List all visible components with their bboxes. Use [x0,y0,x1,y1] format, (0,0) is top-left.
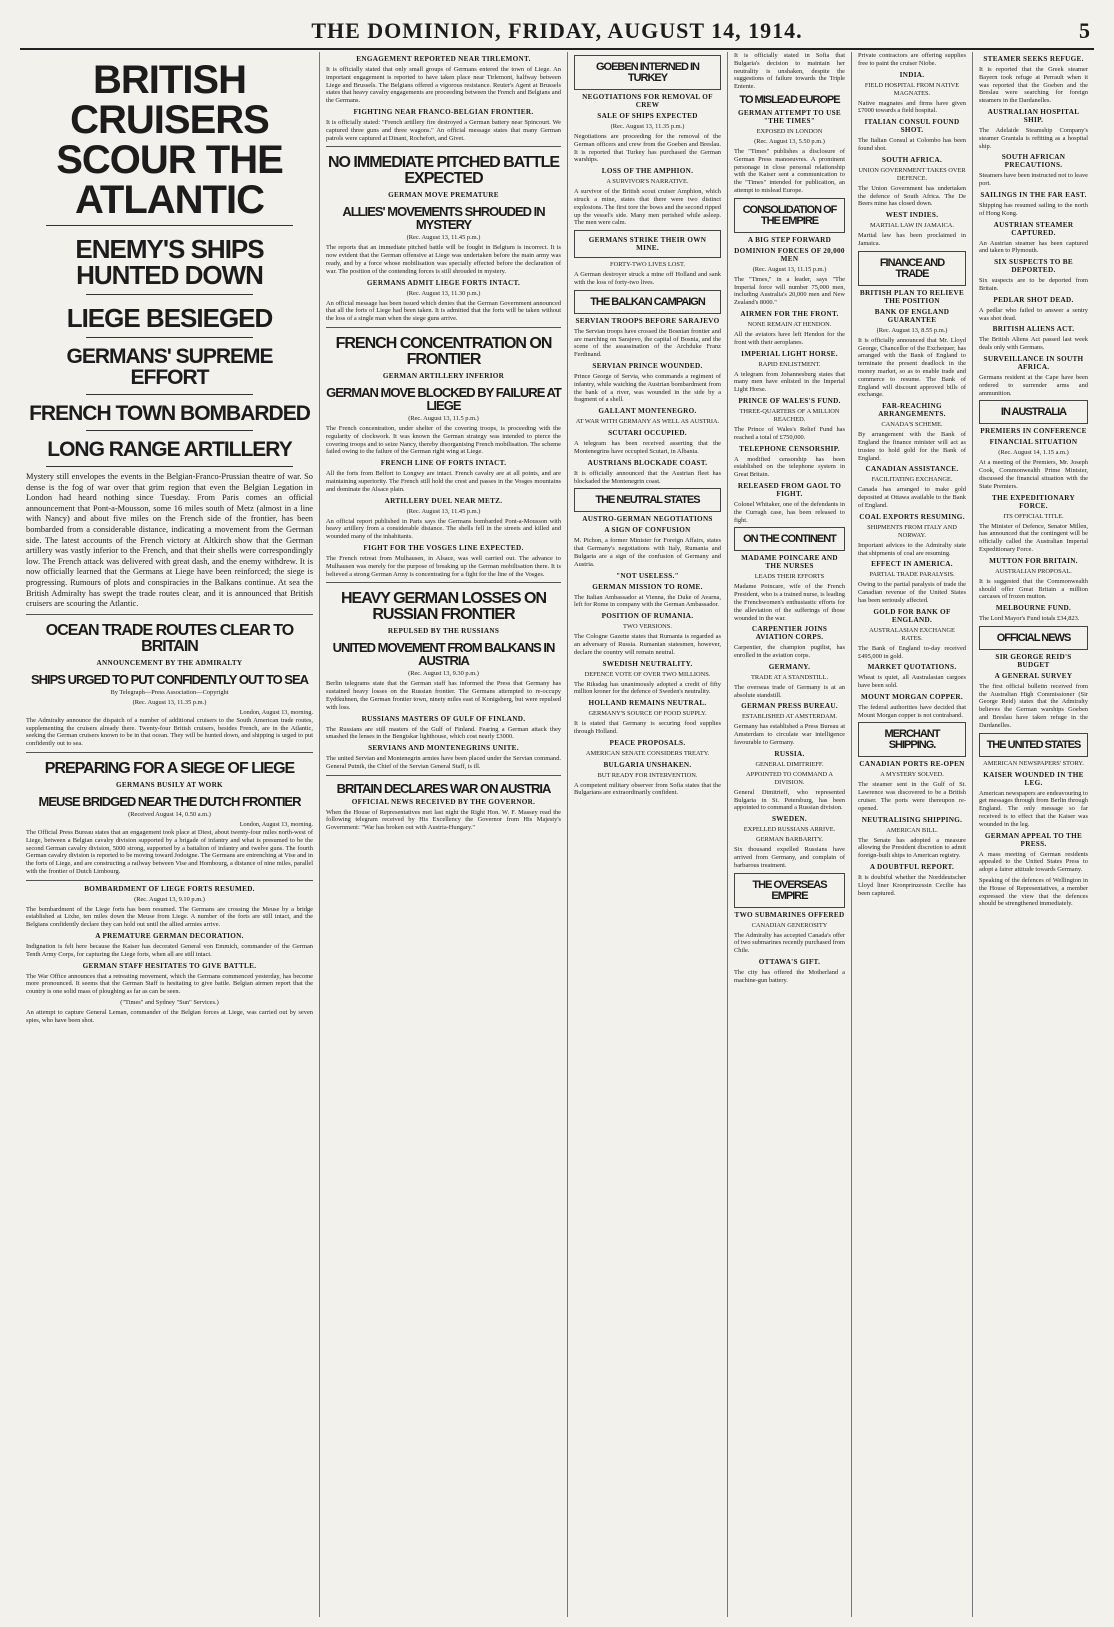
sweden-sub2: GERMAN BARBARITY. [756,836,823,844]
subhead-bombardment: BOMBARDMENT OF LIEGE FORTS RESUMED. [84,884,255,893]
press-credit: By Telegraph—Press Association—Copyright [110,688,229,696]
subhead-relieve: BRITISH PLAN TO RELIEVE THE POSITION [859,288,965,305]
servians-article: The united Servian and Montenegrin armies have been placed under the Servian command. General Putnik, the Chief of the Servian General Staff, is ill. [326,755,561,770]
light-horse-article: A telegram from Johannesburg states that many men have enlisted in the Imperial Light Horse. [734,370,845,394]
rumania-article: The Cologne Gazette states that Rumania is regarded as an adversary of Russia. Rumanian statesmen, however, declare the country will remain neutral. [574,633,721,656]
canadian-assistance-article: Canada has arranged to make gold deposited at Ottawa available to the Bank of England. [858,486,966,509]
headline-consolidation: CONSOLIDATION OF THE EMPIRE [742,203,837,227]
russia-sub2: APPOINTED TO COMMAND A DIVISION. [746,770,833,786]
masthead [20,18,1094,50]
balkan-box [574,290,721,314]
staff-tail: An attempt to capture General Leman, commander of the Belgian forces at Liege, was carried out by seven spies, who have been shot. [26,1009,313,1024]
pedlar-article: A pedlar who failed to answer a sentry was shot dead. [979,306,1088,322]
headline-germans-effort: GERMANS' SUPREME EFFORT [66,345,273,389]
subhead-confusion: A SIGN OF CONFUSION [604,526,691,535]
submarines-article: The Admiralty has accepted Canada's offer of two submarines recently purchased from Chile. [734,931,845,955]
survey-article: The first official bulletin received from the Australian High Commissioner (Sir George Reid) states that the Admiralty believes the German warships Goeben and Breslau have taken refuge in the Dardanelles. [979,682,1088,729]
ports-article: The steamer sent in the Gulf of St. Lawrence was discovered to be a British cruiser. The ports were thereupon re-opened. [858,781,966,812]
finance-received: (Rec. August 13, 8.55 p.m.) [876,326,948,334]
headline-french-concentration: FRENCH CONCENTRATION ON FRONTIER [335,334,552,368]
subhead-big-step: A BIG STEP FORWARD [747,235,832,244]
duel-received: (Rec. August 13, 11.45 p.m.) [406,507,481,515]
masthead-title: THE DOMINION, FRIDAY, AUGUST 14, 1914. [311,18,803,43]
subhead-vosges: FIGHT FOR THE VOSGES LINE EXPECTED. [363,543,524,552]
forces-received: (Rec. August 13, 11.15 p.m.) [752,265,827,273]
subhead-tirlemont: ENGAGEMENT REPORTED NEAR TIRLEMONT. [356,55,531,63]
finance-box [858,251,966,286]
sweden-sub: EXPELLED RUSSIANS ARRIVE. [743,826,836,834]
sofia-article: It is officially stated in Sofia that Bulgaria's decision to maintain her neutrality is unshaken, despite the suggestions of failure towards the Triple Entente. [734,52,845,91]
far-east-article: Shipping has resumed sailing to the north of Hong Kong. [979,201,1088,217]
precautions-article: Steamers have been instructed not to leave port. [979,172,1088,188]
subhead-ottawa: OTTAWA'S GIFT. [758,958,821,967]
column-1 [20,52,320,1617]
subhead-official-news: OFFICIAL NEWS RECEIVED BY THE GOVERNOR. [351,797,536,806]
balkans-article: Berlin telegrams state that the German staff has informed the Press that Germany has sustained heavy losses on the Russian frontier. The Germans attempted to re-occupy Eydtkuhnen, the German frontier town, ninety miles east of Konigsberg, but were repulsed with loss. [326,680,561,711]
south-africa-article: The Union Government has undertaken the defence of South Africa. The De Beers mine has closed down. [858,184,966,208]
headline-balkans-austria: UNITED MOVEMENT FROM BALKANS IN AUSTRIA [332,640,555,669]
vosges-article: The French retreat from Mulhausen, in Alsace, was well carried out. The advance to Mulhausen was merely for the purpose of breaking up the German mobilisation there. It is believed a strong German Army is concentrating for a fight for the line of the Vosges. [326,554,561,578]
mine-box [574,230,721,258]
subhead-blockade: AUSTRIANS BLOCKADE COAST. [587,458,708,467]
far-reaching-sub: CANADA'S SCHEME. [881,421,943,429]
bulgaria-article: A competent military observer from Sofia states that the Bulgarians are extraordinarily confident. [574,781,721,797]
finland-article: The Russians are still masters of the Gulf of Finland. Fearing a German attack they smashed the lenses in the Bengtskar lighthouse, which cost nearly £3000. [326,725,561,741]
subhead-ships-urged: SHIPS URGED TO PUT CONFIDENTLY OUT TO SEA [30,671,309,687]
subhead-canadian-assistance: CANADIAN ASSISTANCE. [865,465,959,474]
subhead-holland: HOLLAND REMAINS NEUTRAL. [588,699,707,708]
bombardment-article: The bombardment of the Liege forts has been resumed. The Germans are crossing the Meuse by a bridge established at Lixhe, ten miles down the Meuse from Liege. A number of the forts are still intact, and the Belgians confidently declare they can hold out until the allied armies arrive. [26,905,313,929]
amphion-sub: A SURVIVOR'S NARRATIVE. [606,178,689,186]
column-6 [973,52,1094,1617]
official-news-box [979,626,1088,650]
ports-sub: A MYSTERY SOLVED. [880,771,944,779]
subhead-hospital-ship: AUSTRALIAN HOSPITAL SHIP. [987,107,1080,124]
subhead-rumania: POSITION OF RUMANIA. [601,612,694,621]
subhead-effect-america: EFFECT IN AMERICA. [871,560,953,569]
subhead-swedish: SWEDISH NEUTRALITY. [602,659,693,668]
mutton-sub: AUSTRALIAN PROPOSAL. [995,567,1072,575]
subhead-servians-unite: SERVIANS AND MONTENEGRINS UNITE. [368,744,519,753]
neutralising-sub: AMERICAN BILL. [886,826,938,834]
forts-article: An official message has been issued which denies that the German Government announced that all the forts of Liege had been taken. It is admitted that the forts will be taken without the loss of a single man when the siege guns arrive. [326,299,561,323]
headline-war-austria: BRITAIN DECLARES WAR ON AUSTRIA [336,780,551,796]
merchant-box [858,722,966,757]
subhead-coal: COAL EXPORTS RESUMING. [859,512,965,521]
rome-article: The Italian Ambassador at Vienna, the Duke of Avarna, left for Rome in company with the German Ambassador. [574,593,721,609]
headline-allies-movements: ALLIES' MOVEMENTS SHROUDED IN MYSTERY [342,204,545,233]
australia-box [979,400,1088,424]
bureau-sub: ESTABLISHED AT AMSTERDAM. [741,713,838,721]
melbourne-article: The Lord Mayor's Fund totals £34,823. [979,615,1080,623]
subhead-financial-situation: FINANCIAL SITUATION [989,438,1078,447]
headline-move-blocked: GERMAN MOVE BLOCKED BY FAILURE AT LIEGE [326,384,561,413]
overseas-box [734,873,845,908]
consul-article: The Italian Consul at Colombo has been found shot. [858,137,966,152]
headline-french-town: FRENCH TOWN BOMBARDED [29,402,310,425]
subhead-germany: GERMANY. [768,662,811,671]
surveillance-article: Germans resident at the Cape have been ordered to surrender arms and ammunition. [979,373,1088,397]
decoration-article: Indignation is felt here because the Kaiser has decorated General von Emmich, commander of the German Tenth Army Corps, for capturing the Liege forts, when all are still intact. [26,943,313,958]
telephone-article: A modified censorship has been established on the telephone system in Great Britain. [734,455,845,479]
carpentier-article: Carpentier, the champion pugilist, has enrolled in the aviation corps. [734,644,845,660]
subhead-scutari: SCUTARI OCCUPIED. [608,429,687,438]
duel-article: An official report published in Paris says the Germans bombarded Pont-a-Mousson with heavy artillery from a considerable distance. The shells fell in the streets and killed and wounded many of the inhabitants. [326,517,561,541]
scutari-article: A telegram has been received asserting that the Montenegrins have occupied Scutari, in Albania. [574,440,721,455]
subhead-market: MARKET QUOTATIONS. [867,663,957,672]
wales-sub: THREE-QUARTERS OF A MILLION REACHED. [739,407,840,423]
subhead-surveillance: SURVEILLANCE IN SOUTH AFRICA. [983,354,1084,371]
tirlemont-article: It is officially stated that only small groups of Germans entered the town of Liege. An important engagement is reported to have taken place near Tirlemont, halfway between Liege and Brussels. The Belgians offered a vigorous resistance. Reuter's Agent at Brussels states that heavy cavalry engagements are proceeding between the French and Belgians and the Germans. [326,66,561,105]
rumania-sub: TWO VERSIONS. [623,623,672,631]
effect-sub: PARTIAL TRADE PARALYSIS. [869,571,955,579]
subhead-sale-ships: SALE OF SHIPS EXPECTED [597,112,698,120]
holland-article: It is stated that Germany is securing food supplies through Holland. [574,720,721,735]
staff-article: The War Office announces that a retreating movement, which the Germans commenced yesterday, has become more pronounced. It seems that the German Staff is hesitating to give battle. Belgian airmen report that the country is one solid mass of ploughing as far as can be seen. [26,972,313,996]
subhead-kaiser-wounded: KAISER WOUNDED IN THE LEG. [983,770,1084,787]
subhead-sarajevo: SERVIAN TROOPS BEFORE SARAJEVO [575,316,720,325]
subhead-artillery-duel: ARTILLERY DUEL NEAR METZ. [384,496,503,505]
headline-balkan-campaign: THE BALKAN CAMPAIGN [590,295,705,308]
headline-no-pitched-battle: NO IMMEDIATE PITCHED BATTLE EXPECTED [327,154,560,188]
headline-official-news: OFFICIAL NEWS [996,631,1071,644]
airmen-sub: NONE REMAIN AT HENDON. [747,320,832,328]
column-2 [320,52,568,1617]
subhead-artillery-inferior: GERMAN ARTILLERY INFERIOR [382,371,505,380]
swedish-article: The Riksdag has unanimously adopted a credit of fifty million kroner for the defence of Sweden's neutrality. [574,680,721,696]
sale-article: Negotiations are proceeding for the removal of the German officers and crew from the Goeben and Breslau. It is reported that Turkey has purchased the German warships. [574,133,721,164]
trade-received: (Rec. August 13, 11.35 p.m.) [132,698,207,706]
consolidation-box [734,198,845,233]
subhead-suspects: SIX SUSPECTS TO BE DEPORTED. [994,258,1073,275]
us-sub: AMERICAN NEWSPAPERS' STORY. [983,759,1084,767]
subhead-gulf-finland: RUSSIANS MASTERS OF GULF OF FINLAND. [361,714,526,723]
headline-continent: ON THE CONTINENT [743,533,836,546]
peace-sub: AMERICAN SENATE CONSIDERS TREATY. [585,749,710,757]
subhead-sweden: SWEDEN. [771,815,808,824]
subhead-general-survey: A GENERAL SURVEY [994,671,1073,680]
subhead-expeditionary: THE EXPEDITIONARY FORCE. [992,493,1075,510]
west-indies-sub: MARTIAL LAW IN JAMAICA. [870,222,954,230]
south-africa-sub: UNION GOVERNMENT TAKES OVER DEFENCE. [858,166,966,182]
subhead-repulsed: REPULSED BY THE RUSSIANS [387,627,500,636]
bombardment-received: (Rec. August 13, 9.10 p.m.) [134,895,205,903]
mine-sub: FORTY-TWO LIVES LOST. [610,261,685,269]
subhead-telephone: TELEPHONE CENSORSHIP. [739,444,840,453]
trade-dateline: London, August 13, morning. [239,708,313,716]
headline-liege-besieged: LIEGE BESIEGED [66,303,273,333]
blockade-article: It is officially announced that the Austrian fleet has blockaded the Montenegrin coast. [574,469,721,485]
subhead-steamer-refuge: STEAMER SEEKS REFUGE. [983,55,1084,63]
subhead-poincare: MADAME POINCARE AND THE NURSES [741,554,838,571]
subhead-west-indies: WEST INDIES. [885,211,939,220]
appeal-article: A mass meeting of German residents appealed to the United States Press to adopt a fairer attitude towards Germany. [979,850,1088,874]
swedish-sub: DEFENCE VOTE OF OVER TWO MILLIONS. [584,670,711,678]
subhead-melbourne-fund: MELBOURNE FUND. [995,604,1072,613]
bureau-article: Germany has established a Press Bureau at Amsterdam to circulate war intelligence favourable to Germany. [734,723,845,747]
confusion-article: M. Pichon, a former Minister for Foreign Affairs, states that Germany's negotiations with Italy, Rumania and Bulgaria are a sign of the confusion of Germany and Austria. [574,537,721,568]
headline-australia: IN AUSTRALIA [1000,406,1067,419]
hospital-ship-article: The Adelaide Steamship Company's steamer Grantala is refitting as a hospital ship. [979,126,1088,150]
subhead-forts-intact: GERMANS ADMIT LIEGE FORTS INTACT. [366,278,521,287]
balkans-received: (Rec. August 13, 9.30 p.m.) [408,670,479,678]
subhead-peace: PEACE PROPOSALS. [609,738,686,747]
subhead-removal-crew: NEGOTIATIONS FOR REMOVAL OF CREW [582,93,713,109]
subhead-carpentier: CARPENTIER JOINS AVIATION CORPS. [751,625,828,642]
column-4 [728,52,852,1617]
headline-goeben: GOEBEN INTERNED IN TURKEY [595,61,699,84]
subhead-steamer-captured: AUSTRIAN STEAMER CAPTURED. [993,220,1074,237]
subhead-admiralty: ANNOUNCEMENT BY THE ADMIRALTY [96,658,243,667]
india-article: Native magnates and firms have given £7000 towards a field hospital. [858,99,966,115]
suspects-article: Six suspects are to be deported from Britain. [979,277,1088,292]
australia-article: At a meeting of the Premiers, Mr. Joseph Cook, Commonwealth Prime Minister, discussed the financial situation with the State Premiers. [979,459,1088,490]
ottawa-article: The city has offered the Motherland a machine-gun battery. [734,969,845,984]
copper-article: The federal authorities have decided that Mount Morgan copper is not contraband. [858,703,966,719]
neutralising-article: The Senate has adopted a measure allowing the President discretion to admit foreign-built ships to American registry. [858,836,966,860]
subhead-use-times: GERMAN ATTEMPT TO USE "THE TIMES" [737,108,842,125]
siege-dateline: London, August 13, morning. [239,820,313,828]
russia-sub: GENERAL DIMITRIEFF. [755,760,824,768]
subhead-mutton: MUTTON FOR BRITAIN. [989,556,1078,565]
headline-british-cruisers: BRITISH CRUISERS SCOUR THE ATLANTIC [56,58,283,222]
sweden-article: Six thousand expelled Russians have arrived from Germany, and complain of barbarous treatment. [734,846,845,869]
coal-article: Important advices to the Admiralty state that shipments of coal are resuming. [858,541,966,557]
west-indies-article: Martial law has been proclaimed in Jamaica. [858,232,966,247]
subhead-franco-belgian: FIGHTING NEAR FRANCO-BELGIAN FRONTIER. [353,107,534,116]
allies-article: The reports that an immediate pitched battle will be fought in Belgium is incorrect. It is now evident that the German offensive at Liege was undertaken before the main army was ready, and by a force whose mobilisation was specially effected before the declaration of war. The position of the contending forces is still shrouded in mystery. [326,244,561,275]
subhead-premiers: PREMIERS IN CONFERENCE [980,427,1087,436]
allies-received: (Rec. August 13, 11.45 p.m.) [406,234,481,242]
montenegro-sub: AT WAR WITH GERMANY AS WELL AS AUSTRIA. [575,418,720,426]
subhead-airmen: AIRMEN FOR THE FRONT. [740,309,839,318]
subhead-bulgaria: BULGARIA UNSHAKEN. [603,760,692,769]
steamer-refuge-article: It is reported that the Greek steamer Bayern took refuge at Perrault when it was reported that the Goeben and the Breslau were searching for foreign steamers in the Dardanelles. [979,66,1088,105]
prince-article: Prince George of Servia, who commands a regiment of infantry, while watching the Austrian bombardment from the bank of a river, was wounded in the side by a fragment of a shell. [574,372,721,404]
kaiser-article: American newspapers are endeavouring to get messages through from Berlin through England. The only message so far received is to effect that the Kaiser was wounded in the leg. [979,789,1088,828]
sale-received: (Rec. August 13, 11.35 p.m.) [610,123,685,130]
headline-ocean-trade: OCEAN TRADE ROUTES CLEAR TO BRITAIN [45,621,294,655]
headline-mislead-europe: TO MISLEAD EUROPE [739,93,840,106]
siege-article: The Official Press Bureau states that an engagement took place at Diest, about twenty-four miles north-west of Liege, between a Belgian cavalry division supported by a brigade of infantry and what is presumed to be the second German cavalry division, 5000 strong, supported by a battalion of infantry and twelve guns. The fourth German cavalry division is reported to be moving toward Jodoigne. The Germans are entrenching at Vise and in the forts of Liege, and are constructing a railway between Vise and Hombourg, a distance of nine miles, parallel with the frontier of Dutch Limbourg. [26,828,313,875]
subhead-ports: CANADIAN PORTS RE-OPEN [859,760,965,769]
mine-article: A German destroyer struck a mine off Holland and sank with the loss of forty-two lives. [574,271,721,286]
gold-article: The Bank of England to-day received £495,000 in gold. [858,644,966,660]
bulgaria-sub: BUT READY FOR INTERVENTION. [597,771,698,779]
subhead-guarantee: BANK OF ENGLAND GUARANTEE [874,307,950,324]
lead-article: Mystery still envelopes the events in the Belgian-Franco-Prussian theatre of war. So dense is the fog of war over that grim region that even the Belgian Legation in London had heard nothing since Tuesday. From Paris comes an official announcement that Pont-a-Mousson, some 16 miles south of Metz (almost in a line with Nancy) and about five miles on the French side of the frontier, has been bombarded from a considerable distance, indicating a movement from the German side. The latest accounts of the French victory at Altkirch show that the German artillery was vastly inferior to the French, and that their shells were correspondingly low. The French attack was delivered with great dash, and the enemy withdrew. It is now officially learned that the Germans at Liege have been reinforced; the siege is progressing. Rumours of plots and conspiracies in the Balkans continue. At sea the British Admiralty has swept the trade routes clear, and it is announced that British cruisers are scouring the Atlantic. [26,472,313,609]
war-austria-article: When the House of Representatives met last night the Right Hon. W. F. Massey read the following telegram received by His Excellency the Governor from His Majesty's Government: "War has broken out with Austria-Hungary." [326,808,561,832]
subhead-meuse-bridged: MEUSE BRIDGED NEAR THE DUTCH FRONTIER [38,793,301,809]
continent-box [734,527,845,551]
siege-received: (Received August 14, 0.50 a.m.) [128,810,211,818]
germany-sub: TRADE AT A STANDSTILL. [750,673,829,681]
subhead-premature: GERMAN MOVE PREMATURE [388,191,499,200]
mislead-received: (Rec. August 13, 5.50 p.m.) [754,137,825,145]
mislead-sub2: EXPOSED IN LONDON [756,127,823,135]
subhead-decoration: A PREMATURE GERMAN DECORATION. [95,932,244,941]
column-5 [852,52,973,1617]
subhead-not-useless: "NOT USELESS." [616,571,679,580]
subhead-austro-german: AUSTRO-GERMAN NEGOTIATIONS [582,515,713,524]
holland-sub: GERMANY'S SOURCE OF FOOD SUPPLY. [588,710,707,718]
defences-article: Speaking of the defences of Wellington in the House of Representatives, a member expressed the view that the defences should be strengthened immediately. [979,877,1088,908]
headline-long-range: LONG RANGE ARTILLERY [47,438,292,461]
goeben-box [574,55,721,90]
subhead-pedlar: PEDLAR SHOT DEAD. [993,295,1074,304]
subhead-submarines: TWO SUBMARINES OFFERED [734,910,845,919]
subhead-neutralising: NEUTRALISING SHIPPING. [861,815,963,824]
far-reaching-article: By arrangement with the Bank of England the finance minister will act as trustee to hold gold for the Bank of England. [858,431,966,462]
doubtful-article: It is doubtful whether the Norddeutscher Lloyd liner Kronprinzessin Cecilie has been captured. [858,874,966,897]
subhead-doubtful: A DOUBTFUL REPORT. [869,863,955,872]
staff-credit: ("Times" and Sydney "Sun" Services.) [120,999,219,1007]
aliens-article: The British Aliens Act passed last week deals only with Germans. [979,336,1088,352]
expeditionary-sub: ITS OFFICIAL TITLE. [1003,512,1064,520]
subhead-wales-fund: PRINCE OF WALES'S FUND. [738,396,841,405]
contractors-article: Private contractors are offering supplies free to paint the cruiser Niobe. [858,52,966,67]
subhead-light-horse: IMPERIAL LIGHT HORSE. [741,349,838,358]
gaol-article: Colonel Whitaker, one of the defendants in the Curragh case, has been released to fight. [734,500,845,524]
subhead-amphion: LOSS OF THE AMPHION. [601,167,694,176]
russia-article: General Dimitrieff, who represented Bulgaria in St. Petersburg, has been appointed to command a Russian division. [734,788,845,812]
subhead-far-reaching: FAR-REACHING ARRANGEMENTS. [878,402,946,419]
blocked-article: The French concentration, under shelter of the covering troops, is proceeding with the regularity of clockwork. It was known the German strategy was intended to pierce the covering troops and to seize Nancy, thereby disorganising French mobilisation. The scheme failed owing to the failure of the German right wing at Liege. [326,424,561,456]
headline-russian-frontier: HEAVY GERMAN LOSSES ON RUSSIAN FRONTIER [341,590,546,624]
airmen-article: All the aviators have left Hendon for the front with their aeroplanes. [734,330,845,346]
headline-siege: PREPARING FOR A SIEGE OF LIEGE [44,759,295,777]
headline-united-states: THE UNITED STATES [986,738,1081,751]
subhead-india: INDIA. [899,70,925,79]
subhead-prince-wounded: SERVIAN PRINCE WOUNDED. [592,361,703,370]
subhead-gaol: RELEASED FROM GAOL TO FIGHT. [737,481,842,498]
subhead-russia: RUSSIA. [774,749,805,758]
gold-sub: AUSTRALASIAN EXCHANGE RATES. [869,626,955,642]
finance-article: It is officially announced that Mr. Lloyd George, Chancellor of the Exchequer, has arranged with the Bank of England to terminate the present deadlock in the money market, so as to enable trade and commerce to resume. The Bank of England will discount approved bills of exchange. [858,336,966,399]
subhead-gold: GOLD FOR BANK OF ENGLAND. [873,607,951,624]
neutral-box [574,488,721,512]
expeditionary-article: The Minister of Defence, Senator Millen, has announced that the contingent will be officially called the Australian Imperial Expeditionary Force. [979,522,1088,553]
blocked-received: (Rec. August 13, 11.5 p.m.) [408,414,479,422]
germany-article: The overseas trade of Germany is at an absolute standstill. [734,683,845,699]
subhead-reid-budget: SIR GEORGE REID'S BUDGET [995,652,1072,669]
subhead-line-forts: FRENCH LINE OF FORTS INTACT. [380,459,507,468]
australia-received: (Rec. August 14, 1.15 a.m.) [998,449,1069,457]
mutton-article: It is suggested that the Commonwealth should offer Great Britain a million carcases of frozen mutton. [979,577,1088,601]
subhead-consul: ITALIAN CONSUL FOUND SHOT. [864,118,960,135]
trade-article: The Admiralty announce the dispatch of a number of additional cruisers to the South American trade routes, supplementing the cruisers already there. Twenty-four British cruisers, besides French, are in the Atlantic, seeking the German cruisers known to be in that ocean. They will be hunted down, and shipping is urged to put confidently out to sea. [26,716,313,748]
subhead-montenegro: GALLANT MONTENEGRO. [598,407,697,416]
headline-overseas-empire: THE OVERSEAS EMPIRE [752,878,827,902]
subhead-staff: GERMAN STAFF HESITATES TO GIVE BATTLE. [82,961,257,970]
light-horse-sub: RAPID ENLISTMENT. [758,360,821,368]
subhead-south-africa: SOUTH AFRICA. [881,155,943,164]
columns [20,52,1094,1617]
subhead-far-east: SAILINGS IN THE FAR EAST. [980,190,1087,199]
forts-received: (Rec. August 13, 11.30 p.m.) [406,289,481,297]
subhead-aliens-act: BRITISH ALIENS ACT. [992,325,1075,334]
coal-sub: SHIPMENTS FROM ITALY AND NORWAY. [867,523,957,539]
forces-article: The "Times," in a leader, says "The Imperial force will number 75,000 men, including Australia's 20,000 men and New Zealand's 8000." [734,275,845,307]
market-article: Wheat is quiet, all Australasian cargoes have been sold. [858,674,966,690]
india-sub: FIELD HOSPITAL FROM NATIVE MAGNATES. [864,81,960,97]
subhead-mission-rome: GERMAN MISSION TO ROME. [592,582,703,591]
united-states-box [979,733,1088,757]
poincare-article: Madame Poincare, wife of the French President, who is a trained nurse, is leading the Frenchwomen's enthusiastic efforts for the alleviation of the sufferings of those wounded in the war. [734,583,845,622]
headline-neutral-states: THE NEUTRAL STATES [595,494,700,507]
subhead-own-mine: GERMANS STRIKE THEIR OWN MINE. [588,236,707,253]
line-forts-article: All the forts from Belfort to Longwy are intact. French cavalry are at all points, and are maintaining superiority. The French still hold the crest and passes in the Vosges mountains and dominate the Alsace plain. [326,470,561,493]
canadian-assistance-sub: FACILITATING EXCHANGE. [871,476,953,484]
subhead-precautions: SOUTH AFRICAN PRECAUTIONS. [1001,153,1066,170]
steamer-captured-article: An Austrian steamer has been captured and taken to Plymouth. [979,239,1088,255]
subhead-germans-busily: GERMANS BUSILY AT WORK [116,780,223,789]
wales-article: The Prince of Wales's Relief Fund has reached a total of £750,000. [734,425,845,441]
page-number: 5 [1079,18,1090,43]
franco-belgian-article: It is officially stated: "French artillery fire destroyed a German battery near Spincourt. We captured three guns and three wagons." An official message states that many German patrols were captured at Dinant, Rochefort, and Givet. [326,118,561,142]
amphion-article: A survivor of the British scout cruiser Amphion, which struck a mine, states that there were two distinct explosions. The first tore the bows and the second ripped up the vessel's side. Many men perished while asleep. The men were calm. [574,188,721,227]
subhead-copper: MOUNT MORGAN COPPER. [861,692,963,701]
headline-merchant-shipping: MERCHANT SHIPPING. [884,728,940,752]
poincare-sub2: LEADS THEIR EFFORTS [754,573,825,581]
headline-enemy-ships: ENEMY'S SHIPS HUNTED DOWN [75,234,264,290]
balkan-article: The Servian troops have crossed the Bosnian frontier and are marching on Sarajevo, the capital of Bosnia, and the scene of the assassination of the Archduke Franz Ferdinand. [574,327,721,359]
effect-article: Owing to the partial paralysis of trade the Canadian revenue of the United States has been seriously affected. [858,581,966,604]
submarines-sub: CANADIAN GENEROSITY [751,921,828,929]
mislead-article: The "Times" publishes a disclosure of German Press manoeuvres. A prominent personage in close personal relationship with the Kaiser sent a communication to the "Times" intended for publication, an attempt to mislead Europe. [734,147,845,194]
column-3 [568,52,728,1617]
headline-finance: FINANCE AND TRADE [879,256,945,280]
subhead-dominion-forces: DOMINION FORCES OF 20,000 MEN [734,246,845,263]
subhead-press-bureau: GERMAN PRESS BUREAU. [741,702,838,711]
subhead-german-appeal: GERMAN APPEAL TO THE PRESS. [984,831,1083,848]
